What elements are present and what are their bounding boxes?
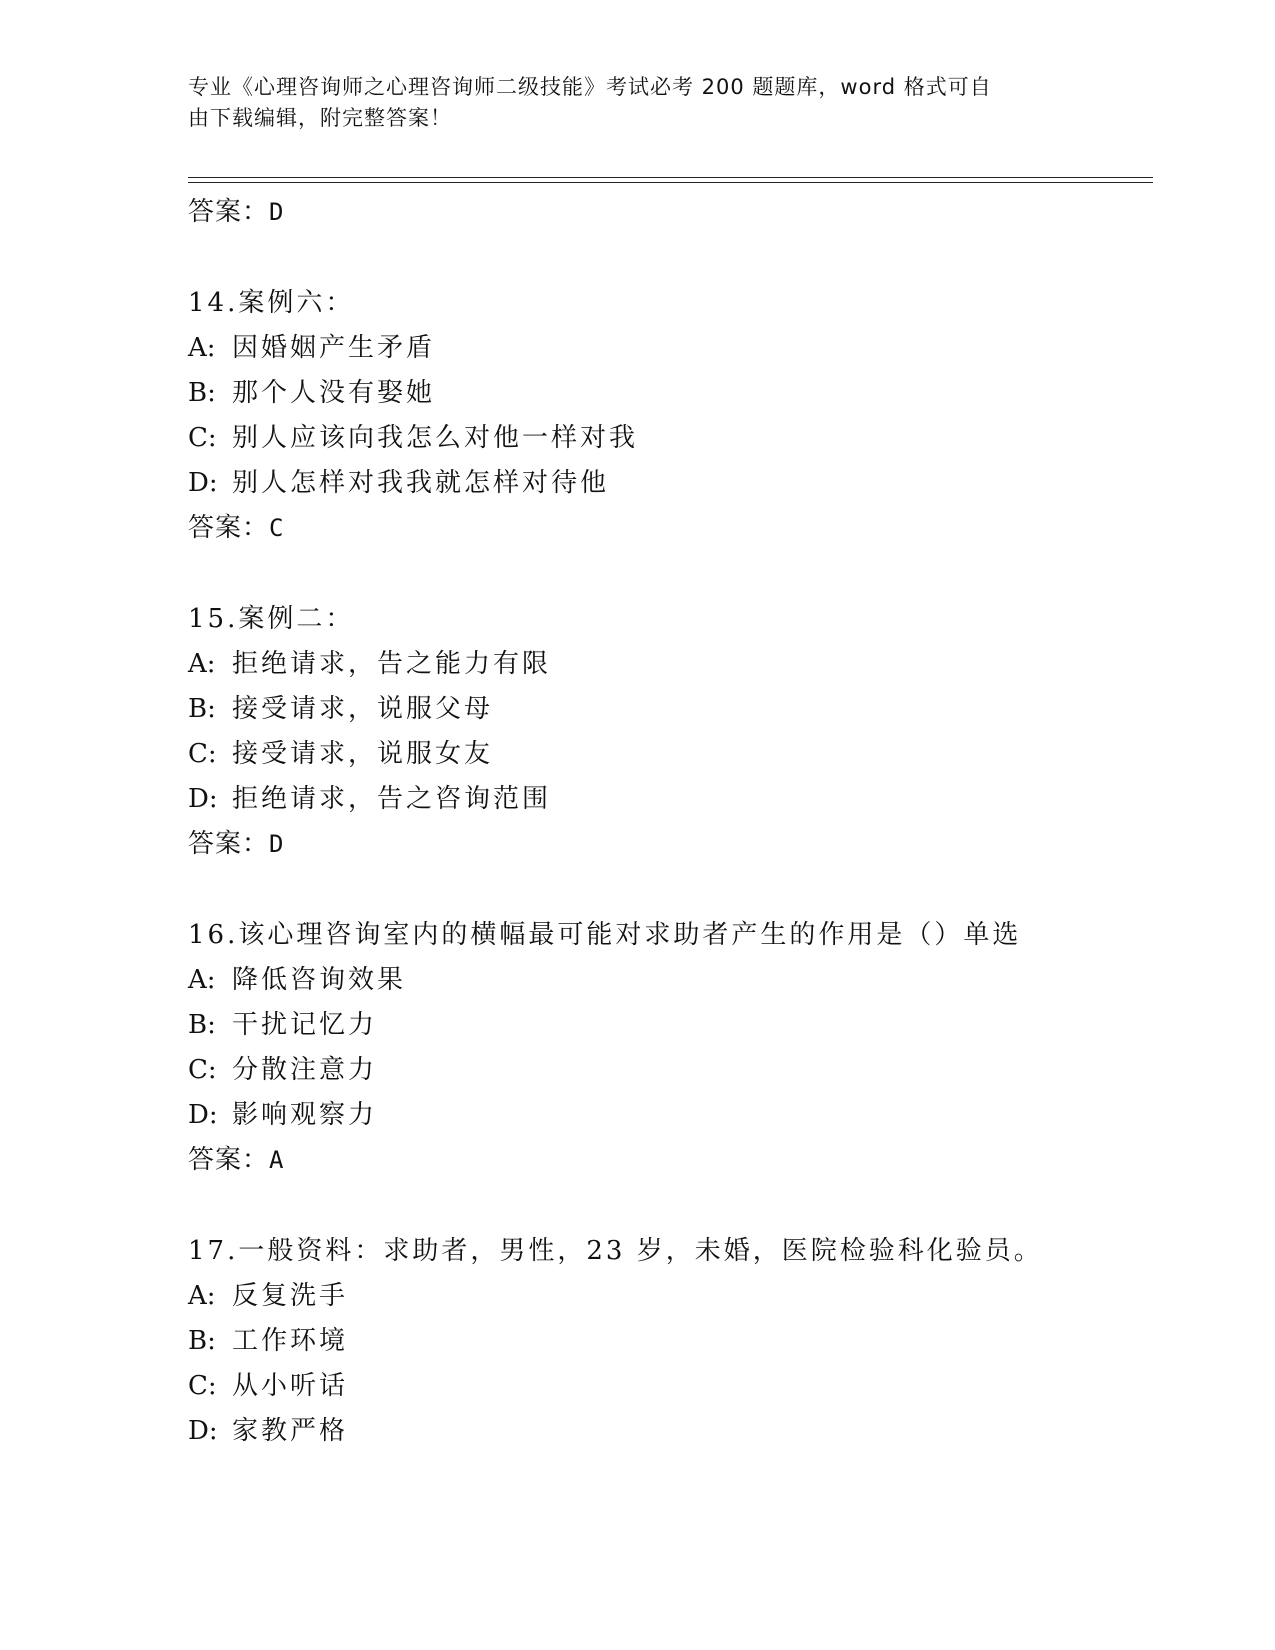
option-label: D: <box>188 468 218 498</box>
option-a <box>188 1274 1148 1319</box>
option-text: 分散注意力 <box>232 1055 378 1085</box>
option-text: 降低咨询效果 <box>232 965 407 995</box>
answer-label: 答案： <box>188 1145 270 1175</box>
question-14 <box>188 281 1148 551</box>
option-label: B: <box>188 1326 216 1356</box>
answer-label: 答案： <box>188 513 270 543</box>
option-label: A: <box>188 649 216 679</box>
option-label: C: <box>188 1055 217 1085</box>
option-c <box>188 1048 1148 1093</box>
option-label: B: <box>188 694 216 724</box>
option-label: B: <box>188 1010 216 1040</box>
option-text: 反复洗手 <box>232 1281 349 1311</box>
option-b <box>188 1319 1148 1364</box>
option-label: D: <box>188 1100 218 1130</box>
option-text: 别人应该向我怎么对他一样对我 <box>232 423 639 453</box>
option-b <box>188 371 1148 416</box>
option-a <box>188 326 1148 371</box>
question-16 <box>188 913 1148 1183</box>
option-text: 拒绝请求，告之咨询范围 <box>232 784 552 814</box>
option-label: C: <box>188 1371 217 1401</box>
option-d <box>188 461 1148 506</box>
option-a <box>188 958 1148 1003</box>
option-text: 那个人没有娶她 <box>232 378 436 408</box>
option-label: C: <box>188 423 217 453</box>
answer-line <box>188 190 1148 235</box>
answer-line <box>188 506 1148 551</box>
option-text: 家教严格 <box>232 1416 349 1446</box>
page-header <box>188 72 1068 134</box>
answer-line <box>188 1138 1148 1183</box>
answer-value: D <box>269 198 285 226</box>
header-rule-top <box>188 177 1153 178</box>
option-text: 干扰记忆力 <box>232 1010 378 1040</box>
answer-label: 答案： <box>188 829 270 859</box>
question-stem: 16.该心理咨询室内的横幅最可能对求助者产生的作用是（）单选 <box>188 920 1022 950</box>
option-label: C: <box>188 739 217 769</box>
option-d <box>188 1409 1148 1454</box>
question-15 <box>188 597 1148 867</box>
option-label: A: <box>188 1281 216 1311</box>
header-rule-bottom <box>188 182 1153 183</box>
option-text: 接受请求，说服女友 <box>232 739 494 769</box>
question-list <box>188 190 1148 1454</box>
option-label: D: <box>188 784 218 814</box>
header-line-2: 由下载编辑，附完整答案！ <box>188 106 452 130</box>
question-17 <box>188 1229 1148 1454</box>
header-line-1: 专业《心理咨询师之心理咨询师二级技能》考试必考 200 题题库，word 格式可自 <box>188 75 992 99</box>
answer-label: 答案： <box>188 197 270 227</box>
option-text: 影响观察力 <box>232 1100 378 1130</box>
question-stem: 14.案例六： <box>188 288 355 318</box>
option-label: A: <box>188 965 216 995</box>
option-c <box>188 1364 1148 1409</box>
option-c <box>188 416 1148 461</box>
option-label: B: <box>188 378 216 408</box>
option-text: 别人怎样对我我就怎样对待他 <box>232 468 610 498</box>
option-label: D: <box>188 1416 218 1446</box>
option-text: 因婚姻产生矛盾 <box>232 333 436 363</box>
option-text: 从小听话 <box>232 1371 349 1401</box>
option-b <box>188 1003 1148 1048</box>
option-d <box>188 1093 1148 1138</box>
option-text: 工作环境 <box>232 1326 349 1356</box>
question-stem: 15.案例二： <box>188 604 355 634</box>
option-text: 拒绝请求，告之能力有限 <box>232 649 552 679</box>
question-stem: 17.一般资料：求助者，男性，23 岁，未婚，医院检验科化验员。 <box>188 1236 1043 1266</box>
option-d <box>188 777 1148 822</box>
option-c <box>188 732 1148 777</box>
answer-line <box>188 822 1148 867</box>
option-label: A: <box>188 333 216 363</box>
answer-value: C <box>269 514 285 542</box>
answer-value: D <box>269 830 285 858</box>
option-text: 接受请求，说服父母 <box>232 694 494 724</box>
answer-value: A <box>269 1146 285 1174</box>
option-a <box>188 642 1148 687</box>
option-b <box>188 687 1148 732</box>
